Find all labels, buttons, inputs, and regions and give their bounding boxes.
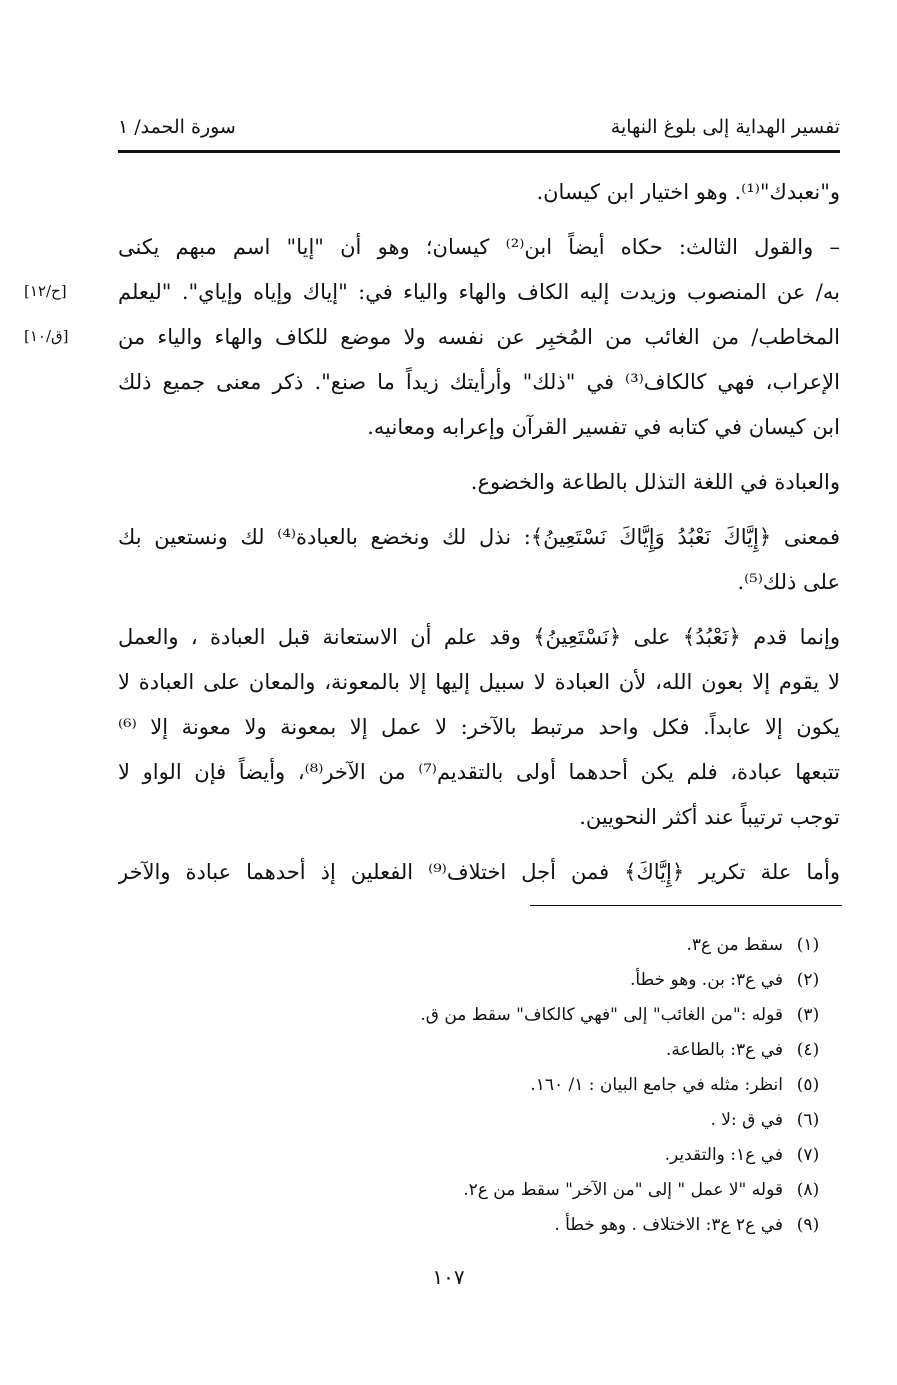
footnote	[133, 928, 833, 963]
footnote-number: (٣)	[796, 1005, 820, 1025]
text-line: وأما علة تكرير ﴿إِيَّاكَ﴾ فمن أجل اختلاف⁽⁹⁾ الفعلين إذ أحدهما عبادة والآخر	[118, 860, 840, 884]
margin-note-manuscript-h: [ح/١٢]	[24, 282, 67, 300]
text-line: – والقول الثالث: حكاه أيضاً ابن⁽²⁾ كيسان؛ وهو أن "إيا" اسم مبهم يكنى	[118, 235, 840, 259]
footnote-number: (٥)	[796, 1075, 820, 1095]
page-number: ١٠٧	[432, 1265, 465, 1289]
footnote-text: في ع٢ ع٣: الاختلاف . وهو خطأ .	[554, 1215, 783, 1235]
header-rule	[118, 150, 840, 153]
footnote	[133, 1103, 833, 1138]
footnote-number: (٩)	[796, 1215, 820, 1235]
footnote-number: (٧)	[796, 1145, 820, 1165]
text-line: به/ عن المنصوب وزيدت إليه الكاف والهاء والياء في: "إياك وإياه وإياي". "ليعلم	[118, 280, 840, 304]
footnote	[133, 1173, 833, 1208]
footnote-number: (٨)	[796, 1180, 820, 1200]
text-line: لا يقوم إلا بعون الله، لأن العبادة لا سبيل إليها إلا بالمعونة، والمعان على العبادة لا	[118, 670, 840, 694]
footnote-text: في ع١: والتقدير.	[664, 1145, 783, 1165]
footnote-text: في ع٣: بن. وهو خطأ.	[630, 970, 783, 990]
text-line: ابن كيسان في كتابه في تفسير القرآن وإعرابه ومعانيه.	[367, 415, 840, 439]
footnote	[133, 1033, 833, 1068]
text-line: تتبعها عبادة، فلم يكن أحدهما أولى بالتقديم⁽⁷⁾ من الآخر⁽⁸⁾، وأيضاً فإن الواو لا	[118, 760, 840, 784]
footnote	[133, 998, 833, 1033]
footnote	[133, 1138, 833, 1173]
text-line: والعبادة في اللغة التذلل بالطاعة والخضوع.	[470, 470, 840, 494]
text-line: الإعراب، فهي كالكاف⁽³⁾ في "ذلك" وأرأيتك زيداً ما صنع". ذكر معنى جميع ذلك	[118, 370, 840, 394]
footnote-text: قوله "لا عمل " إلى "من الآخر" سقط من ع٢.	[463, 1180, 783, 1200]
text-line: المخاطب/ من الغائب من المُخبِر عن نفسه ولا موضع للكاف والهاء والياء من	[118, 325, 840, 349]
text-line: و"نعبدك"⁽¹⁾. وهو اختيار ابن كيسان.	[536, 180, 840, 204]
footnotes	[133, 928, 833, 1243]
margin-note-manuscript-q: [ق/١٠]	[24, 327, 69, 345]
text-line: يكون إلا عابداً. فكل واحد مرتبط بالآخر: لا عمل إلا بمعونة ولا معونة إلا ⁽⁶⁾	[118, 715, 840, 739]
text-line: فمعنى ﴿إِيَّاكَ نَعْبُدُ وَإِيَّاكَ نَسْتَعِينُ﴾: نذل لك ونخضع بالعبادة⁽⁴⁾ لك ونستعين بك	[118, 525, 840, 549]
surah-label: سورة الحمد/ ١	[118, 116, 236, 138]
text-line: توجب ترتيباً عند أكثر النحويين.	[579, 805, 840, 829]
footnote-text: سقط من ع٣.	[686, 935, 783, 955]
footnote	[133, 963, 833, 998]
footnote-number: (٦)	[796, 1110, 820, 1130]
footnote-text: في ق :لا .	[710, 1110, 783, 1130]
book-title: تفسير الهداية إلى بلوغ النهاية	[610, 116, 840, 138]
text-line: وإنما قدم ﴿نَعْبُدُ﴾ على ﴿نَسْتَعِينُ﴾ وقد علم أن الاستعانة قبل العبادة ، والعمل	[118, 625, 840, 649]
footnote	[133, 1068, 833, 1103]
footnote-number: (١)	[796, 935, 820, 955]
footnote-text: قوله :"من الغائب" إلى "فهي كالكاف" سقط من ق.	[420, 1005, 783, 1025]
footnote	[133, 1208, 833, 1243]
footnote-text: انظر: مثله في جامع البيان : ١/ ١٦٠.	[530, 1075, 783, 1095]
main-text	[118, 170, 840, 895]
text-line: على ذلك⁽⁵⁾.	[737, 570, 840, 594]
footnote-rule	[530, 905, 842, 906]
footnote-number: (٤)	[796, 1040, 820, 1060]
footnote-text: في ع٣: بالطاعة.	[666, 1040, 783, 1060]
running-header	[118, 110, 840, 144]
footnote-number: (٢)	[796, 970, 820, 990]
